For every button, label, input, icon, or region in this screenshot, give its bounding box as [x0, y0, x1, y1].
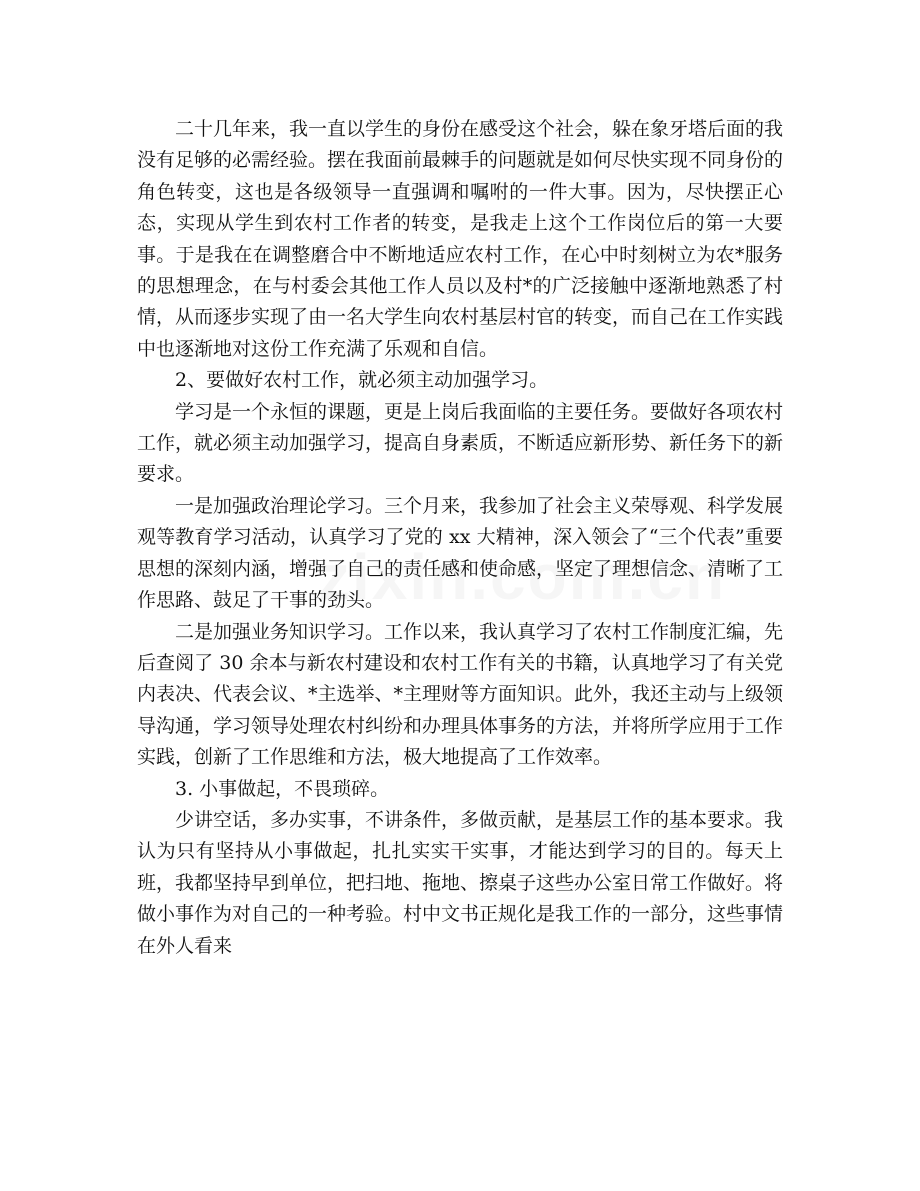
section-heading-3: 3. 小事做起，不畏琐碎。: [175, 777, 390, 800]
paragraph-intro: 二十几年来，我一直以学生的身份在感受这个社会，躲在象牙塔后面的我没有足够的必需经验。摆在我面前最棘手的问题就是如何尽快实现不同身份的角色转变，这也是各级领导一直强调和嘱咐的一件大事。因为，尽快摆正心态，实现从学生到农村工作者的转变，是我走上这个工作岗位后的第一大要事。于是我在在调整磨合中不断地适应农村工作，在心中时刻树立为农*服务的思想理念，在与村委会其他工作人员以及村*的广泛接触中逐渐地熟悉了村情，从而逐步实现了由一名大学生向农村基层村官的转变，而自己在工作实践中也逐渐地对这份工作充满了乐观和自信。: [137, 118, 784, 360]
section-heading-2: 2、要做好农村工作，就必须主动加强学习。: [175, 369, 549, 392]
paragraph-political-theory: 一是加强政治理论学习。三个月来，我参加了社会主义荣辱观、科学发展观等教育学习活动，认真学习了党的 xx 大精神，深入领会了“三个代表”重要思想的深刻内涵，增强了自己的责任感和使命感，坚定了理想信念、清晰了工作思路、鼓足了干事的劲头。: [137, 494, 784, 612]
paragraph-small-things: 少讲空话，多办实事，不讲条件，多做贡献，是基层工作的基本要求。我认为只有坚持从小事做起，扎扎实实干实事，才能达到学习的目的。每天上班，我都坚持早到单位，把扫地、拖地、擦桌子这些办公室日常工作做好。将做小事作为对自己的一种考验。村中文书正规化是我工作的一部分，这些事情在外人看来: [137, 808, 784, 957]
document-body: [137, 114, 783, 962]
paragraph-business-knowledge: 二是加强业务知识学习。工作以来，我认真学习了农村工作制度汇编，先后查阅了 30 余本与新农村建设和农村工作有关的书籍，认真地学习了有关党内表决、代表会议、*主选举、*主理财等方面知识。此外，我还主动与上级领导沟通，学习领导处理农村纠纷和办理具体事务的方法，并将所学应用于工作实践，创新了工作思维和方法，极大地提高了工作效率。: [137, 620, 784, 769]
paragraph-study: 学习是一个永恒的课题，更是上岗后我面临的主要任务。要做好各项农村工作，就必须主动加强学习，提高自身素质，不断适应新形势、新任务下的新要求。: [137, 400, 784, 486]
